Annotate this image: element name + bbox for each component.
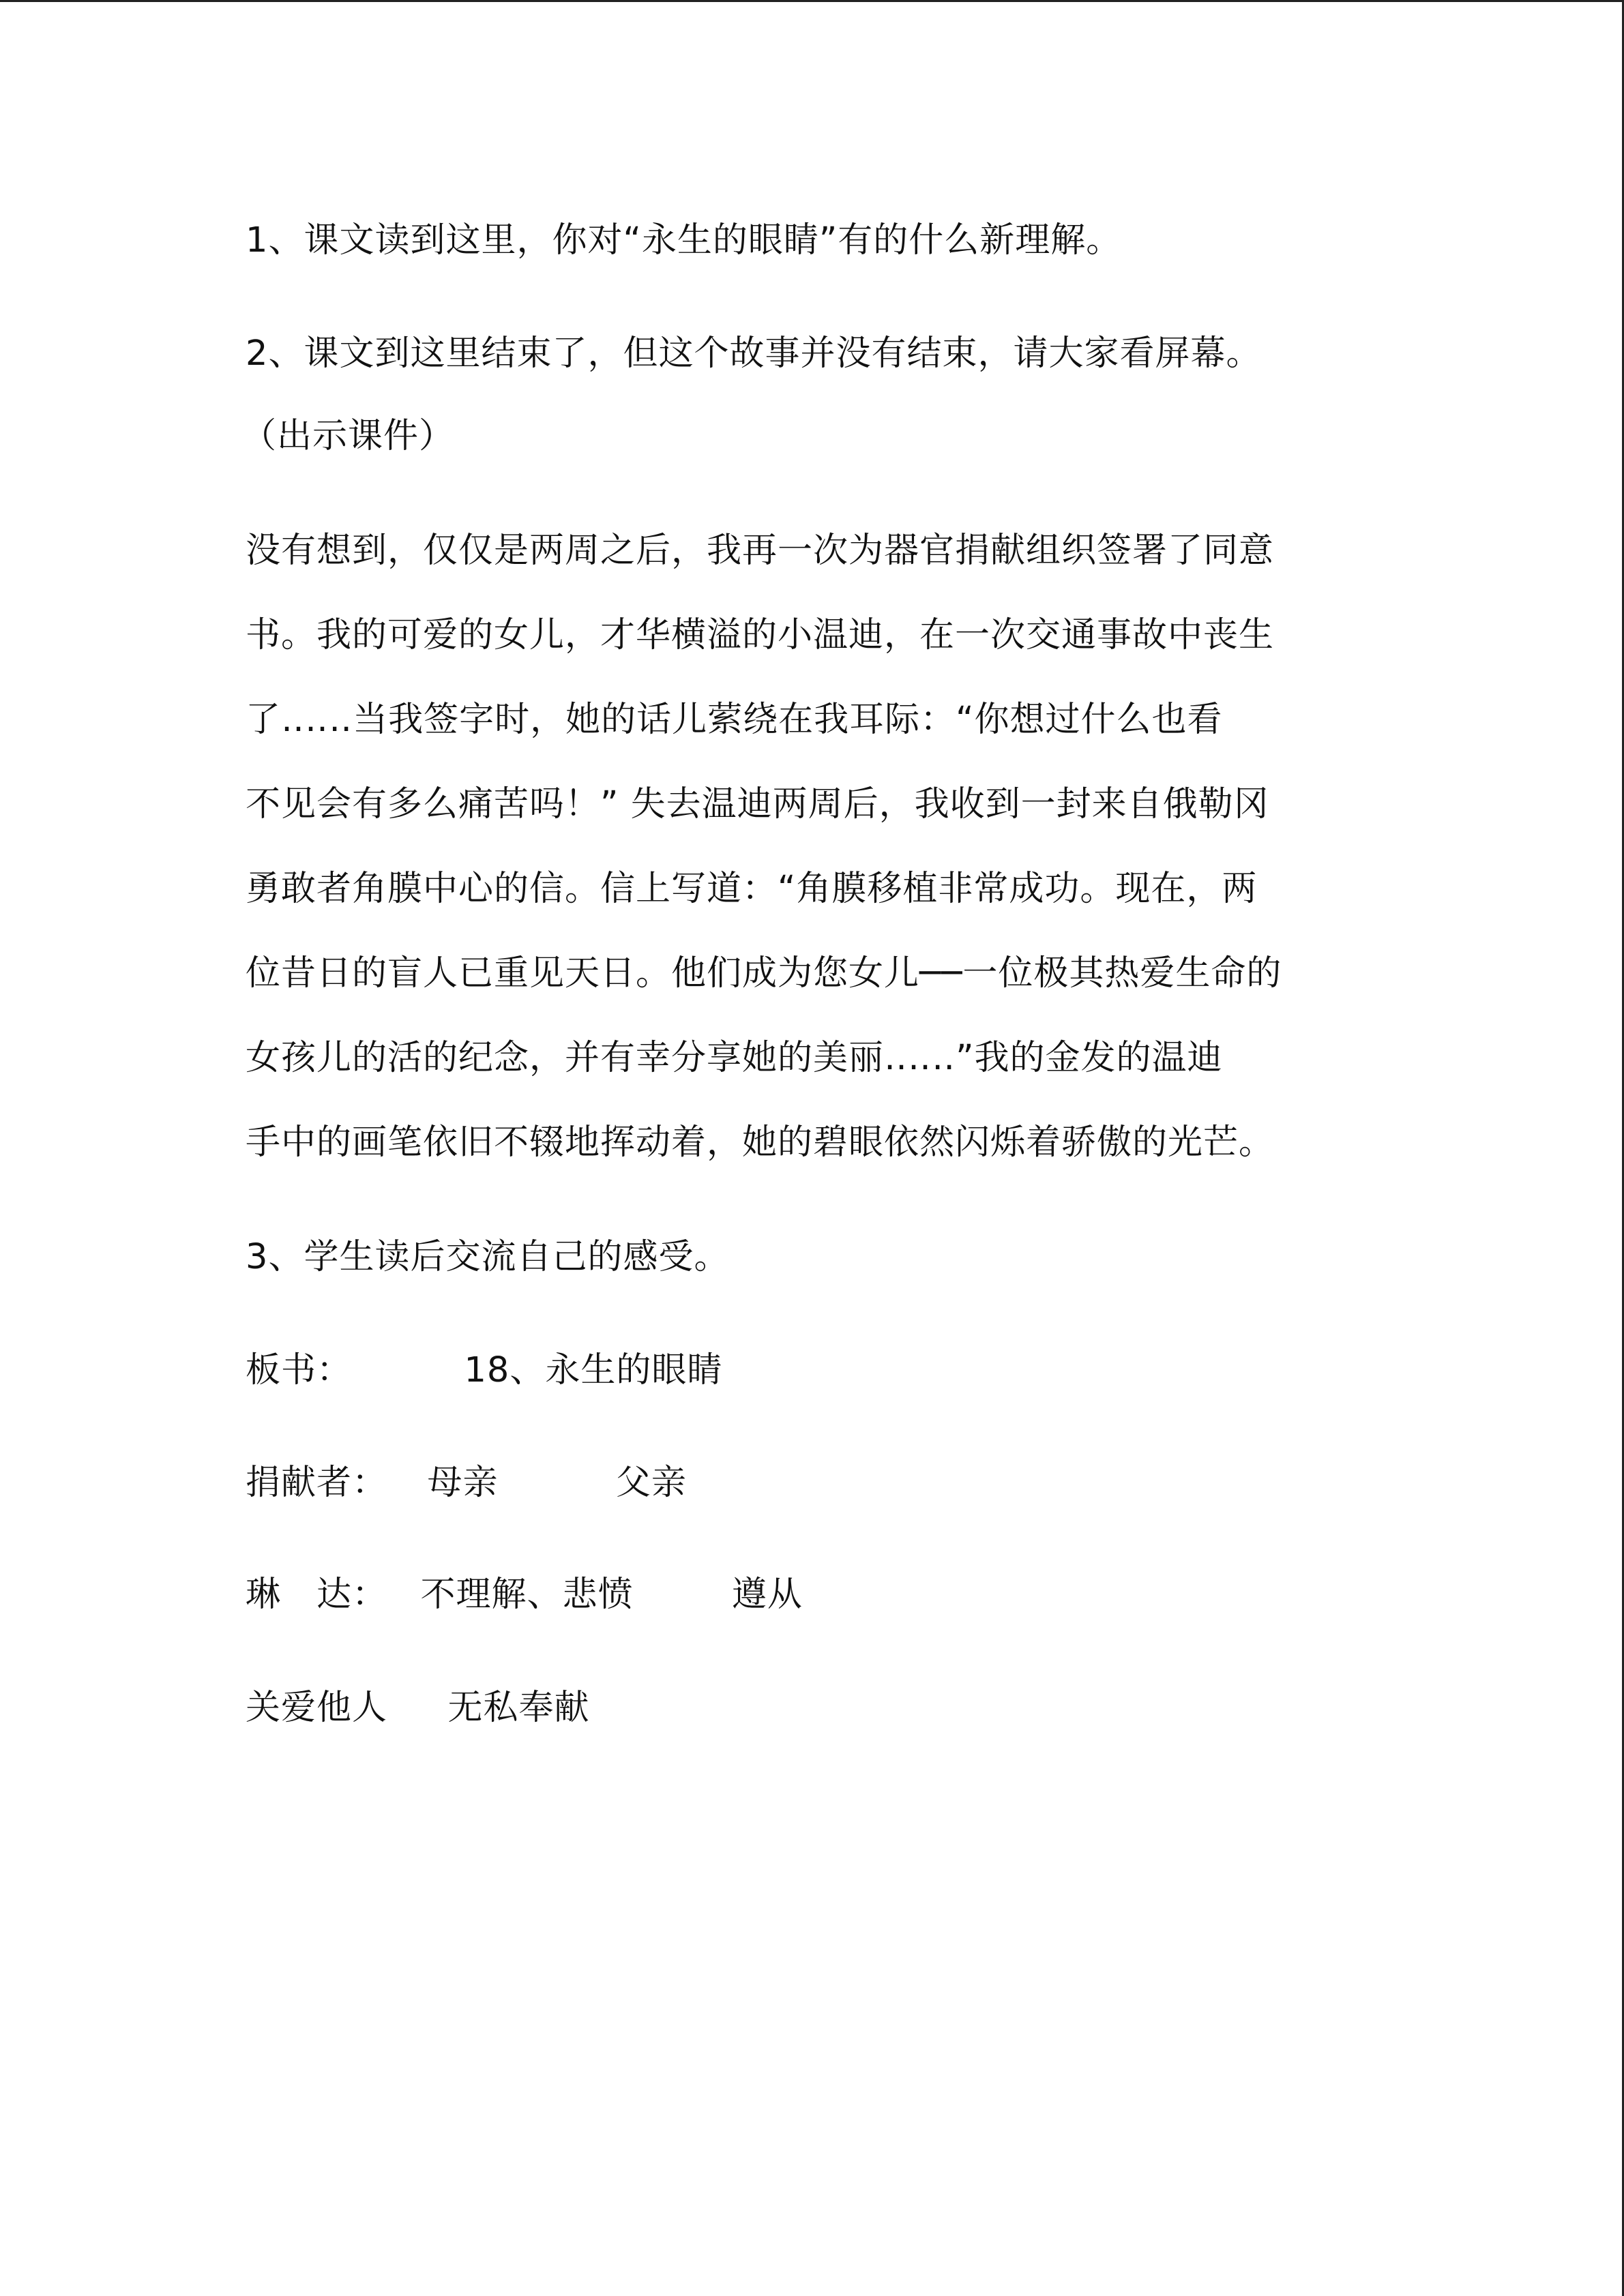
board-linda-row <box>246 1571 803 1619</box>
linda-label: 琳 达： <box>246 1575 388 1615</box>
board-heading <box>246 1347 722 1395</box>
question-2: 2、课文到这里结束了，但这个故事并没有结束，请大家看屏幕。 <box>246 333 1262 374</box>
theme-care: 关爱他人 <box>246 1688 388 1728</box>
question-1: 1、课文读到这里，你对“永生的眼睛”有的什么新理解。 <box>246 220 1122 260</box>
page-top-border <box>0 0 1624 2</box>
question-3: 3、学生读后交流自己的感受。 <box>246 1237 730 1277</box>
board-title: 18、永生的眼睛 <box>464 1350 723 1390</box>
board-theme-row <box>246 1684 589 1732</box>
donor-father: 父亲 <box>615 1463 687 1503</box>
linda-feeling: 不理解、悲愤 <box>420 1575 634 1615</box>
board-donor-row <box>246 1459 687 1507</box>
passage-line: 手中的画笔依旧不辍地挥动着，她的碧眼依然闪烁着骄傲的光芒。 <box>246 1122 1275 1163</box>
linda-action: 遵从 <box>731 1575 803 1615</box>
passage-line: 勇敢者角膜中心的信。信上写道：“角膜移植非常成功。现在，两 <box>246 869 1258 909</box>
question-2-note: （出示课件） <box>241 416 455 456</box>
passage-line: 了‥‥‥当我签字时，她的话儿萦绕在我耳际：“你想过什么也看 <box>246 700 1223 740</box>
theme-devotion: 无私奉献 <box>447 1688 590 1728</box>
passage-line: 不见会有多么痛苦吗！” 失去温迪两周后，我收到一封来自俄勒冈 <box>246 784 1269 824</box>
donor-mother: 母亲 <box>427 1463 499 1503</box>
passage-line: 位昔日的盲人已重见天日。他们成为您女儿──一位极其热爱生命的 <box>246 953 1282 994</box>
passage-line: 没有想到，仅仅是两周之后，我再一次为器官捐献组织签署了同意 <box>246 531 1275 571</box>
passage-line: 女孩儿的活的纪念，并有幸分享她的美丽‥‥‥”我的金发的温迪 <box>246 1038 1223 1078</box>
passage-line: 书。我的可爱的女儿，才华横溢的小温迪，在一次交通事故中丧生 <box>246 615 1275 655</box>
donor-label: 捐献者： <box>246 1463 388 1503</box>
board-label: 板书： <box>246 1350 353 1390</box>
